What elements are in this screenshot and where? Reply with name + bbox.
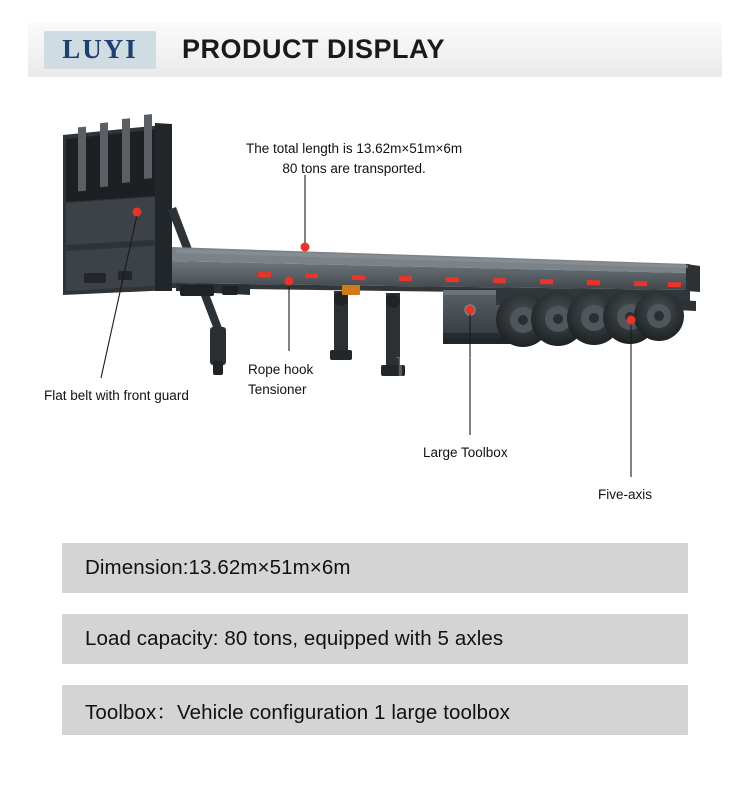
annotation-five-axis: Five-axis <box>598 487 653 502</box>
spec-toolbox-text: Toolbox：Vehicle configuration 1 large toolbox <box>85 701 511 724</box>
annotation-total-length-line1: The total length is 13.62m×51m×6m <box>246 141 463 156</box>
flatbed-deck <box>172 247 700 295</box>
annotation-large-toolbox: Large Toolbox <box>423 445 508 460</box>
wheel-group <box>496 290 696 347</box>
watermark: LUYI <box>395 350 493 387</box>
annotation-total-length <box>246 139 462 178</box>
spec-list <box>62 543 688 756</box>
gooseneck <box>176 283 250 296</box>
warning-plate <box>342 285 360 295</box>
spec-row-toolbox <box>62 685 688 735</box>
spec-row-load-capacity <box>62 614 688 664</box>
spec-row-dimension <box>62 543 688 593</box>
annotation-rope-hook-line1: Rope hook <box>248 362 314 377</box>
annotation-rope-hook <box>248 360 313 399</box>
brand-logo-text: LUYI <box>62 34 138 64</box>
product-illustration <box>0 95 750 525</box>
front-guard <box>63 114 172 295</box>
annotation-flat-belt: Flat belt with front guard <box>44 388 189 403</box>
spec-load-capacity-text: Load capacity: 80 tons, equipped with 5 axles <box>85 627 504 650</box>
annotation-total-length-line2: 80 tons are transported. <box>282 160 426 176</box>
spec-dimension-text: Dimension:13.62m×51m×6m <box>85 556 351 579</box>
page-title: PRODUCT DISPLAY <box>182 34 446 64</box>
annotation-rope-hook-line2: Tensioner <box>248 381 307 397</box>
brand-logo <box>44 31 156 69</box>
landing-gear <box>330 291 405 376</box>
page-header <box>28 22 722 77</box>
